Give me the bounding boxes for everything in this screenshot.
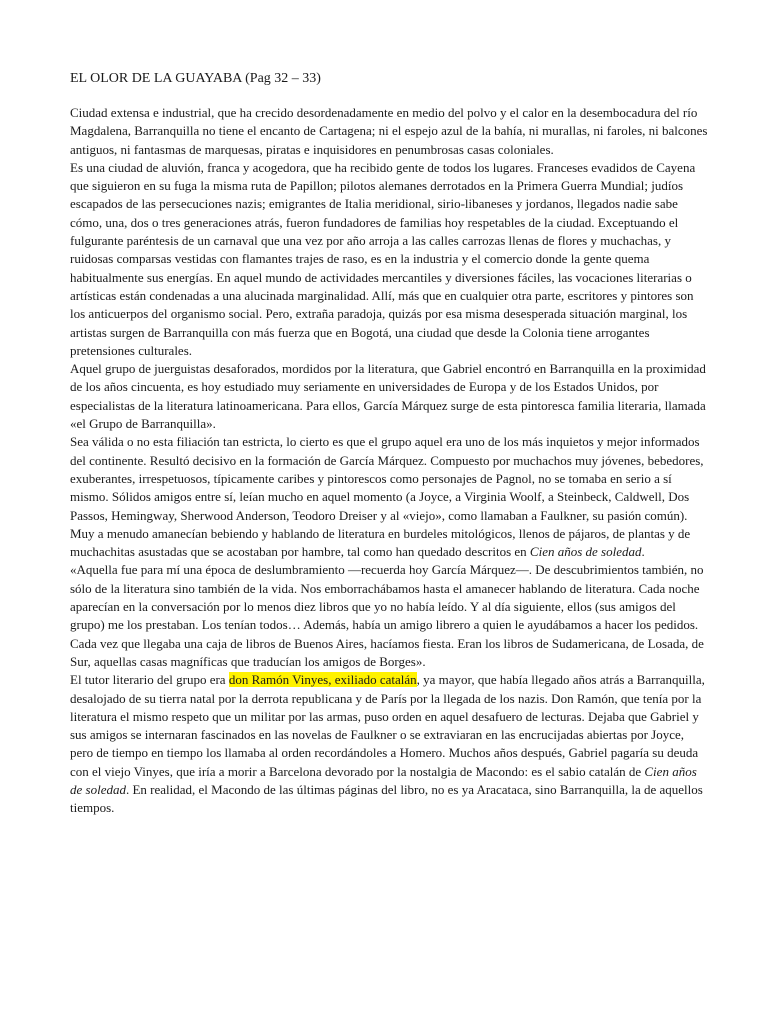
paragraph-4-text: Sea válida o no esta filiación tan estricta, lo cierto es que el grupo aquel era uno de los más inquietos y mejor informados del continente. Resultó decisivo en la formación de García Márquez. Compuesto por muchachos muy jóvenes, bebedores, exuberantes, irrespetuosos, típicamente caribes y pintorescos como personajes de Pagnol, no se tomaba en serio a sí mismo. Sólidos amigos entre sí, leían mucho en aquel momento (a Joyce, a Virginia Woolf, a Steinbeck, Caldwell, Dos Passos, Hemingway, Sherwood Anderson, Teodoro Dreiser y al «viejo», como llamaban a Faulkner, su pasión común). Muy a menudo amanecían bebiendo y hablando de literatura en burdeles mitológicos, llenos de pájaros, de plantas y de muchachitas asustadas que se acostaban por hambre, tal como han quedado descritos en	[70, 434, 704, 560]
paragraph-6	[70, 671, 710, 817]
paragraph-6-start: El tutor literario del grupo era	[70, 672, 229, 688]
paragraph-1: Ciudad extensa e industrial, que ha crecido desordenadamente en medio del polvo y el calor en la desembocadura del río Magdalena, Barranquilla no tiene el encanto de Cartagena; ni el espejo azul de la bahía, ni murallas, ni faroles, ni balcones antiguos, ni fantasmas de marquesas, piratas e inquisidores en penumbrosas casas coloniales.	[70, 105, 708, 157]
paragraph-6-end: . En realidad, el Macondo de las últimas páginas del libro, no es ya Aracataca, sino Barranquilla, la de aquellos tiempos.	[70, 781, 703, 816]
paragraph-4-end: .	[641, 544, 645, 560]
paragraph-2: Es una ciudad de aluvión, franca y acogedora, que ha recibido gente de todos los lugares. Franceses evadidos de Cayena que siguieron en su fuga la misma ruta de Papillon; pilotos alemanes derrotados en la Primera Guerra Mundial; judíos escapados de las persecuciones nazis; emigrantes de Italia meridional, sirio-libaneses y jordanos, llegados nadie sabe cómo, una, dos o tres generaciones atrás, fueron fundadores de familias hoy respetables de la ciudad. Exceptuando el fulgurante paréntesis de un carnaval que una vez por año arroja a las calles carrozas llenas de flores y muchachas, y ruidosas comparsas vestidas con flamantes trajes de raso, es en la industria y el comercio donde la gente quema habitualmente sus energías. En aquel mundo de actividades mercantiles y diversiones fáciles, las vocaciones literarias o artísticas están condenadas a una alucinada marginalidad. Allí, más que en cualquier otra parte, escritores y pintores son los anticuerpos del organismo social. Pero, extraña paradoja, quizás por esa misma desesperada situación marginal, los artistas surgen de Barranquilla con más fuerza que en Bogotá, una ciudad que desde la Colonia tiene arrogantes pretensiones culturales.	[70, 159, 696, 358]
paragraph-3: Aquel grupo de juerguistas desaforados, mordidos por la literatura, que Gabriel encontró en Barranquilla en la proximidad de los años cincuenta, es hoy estudiado muy seriamente en universidades de Europa y de los Estados Unidos, por especialistas de la literatura latinoamericana. Para ellos, García Márquez surge de esta pintoresca familia literaria, llamada «el Grupo de Barranquilla».	[70, 361, 706, 432]
book-title-italic: Cien años de soledad	[529, 544, 642, 560]
document-body	[70, 104, 710, 818]
highlighted-text: don Ramón Vinyes, exiliado catalán	[228, 672, 417, 688]
paragraph-5: «Aquella fue para mí una época de deslumbramiento —recuerda hoy García Márquez—. De descubrimientos también, no sólo de la literatura sino también de la vida. Nos emborrachábamos hasta el amanecer hablando de literatura. Cada noche aparecían en la conversación por lo menos diez libros que yo no había leído. Y al día siguiente, ellos (sus amigos del grupo) me los prestaban. Los tenían todos… Además, había un amigo librero a quien le ayudábamos a hacer los pedidos. Cada vez que llegaba una caja de libros de Buenos Aires, hacíamos fiesta. Eran los libros de Sudamericana, de Losada, de Sur, aquellas casas magníficas que traducían los amigos de Borges».	[70, 562, 704, 669]
book-title-italic-2: Cien años de soledad	[70, 763, 697, 797]
paragraph-6-mid: , ya mayor, que había llegado años atrás a Barranquilla, desalojado de su tierra natal por la derrota republicana y de París por la llegada de los nazis. Don Ramón, que tenía por la literatura el mismo respeto que un militar por las armas, puso orden en aquel desafuero de lecturas. Dejaba que Gabriel y sus amigos se internaran fascinados en las novelas de Faulkner o se extraviaran en las encrucijadas abiertas por Joyce, pero de tiempo en tiempo los llamaba al orden recordándoles a Homero. Muchos años después, Gabriel pagaría su deuda con el viejo Vinyes, que iría a morir a Barcelona devorado por la nostalgia de Macondo: es el sabio catalán de	[70, 672, 705, 779]
paragraph-4	[70, 433, 710, 561]
document-title: EL OLOR DE LA GUAYABA (Pag 32 – 33)	[70, 71, 321, 86]
